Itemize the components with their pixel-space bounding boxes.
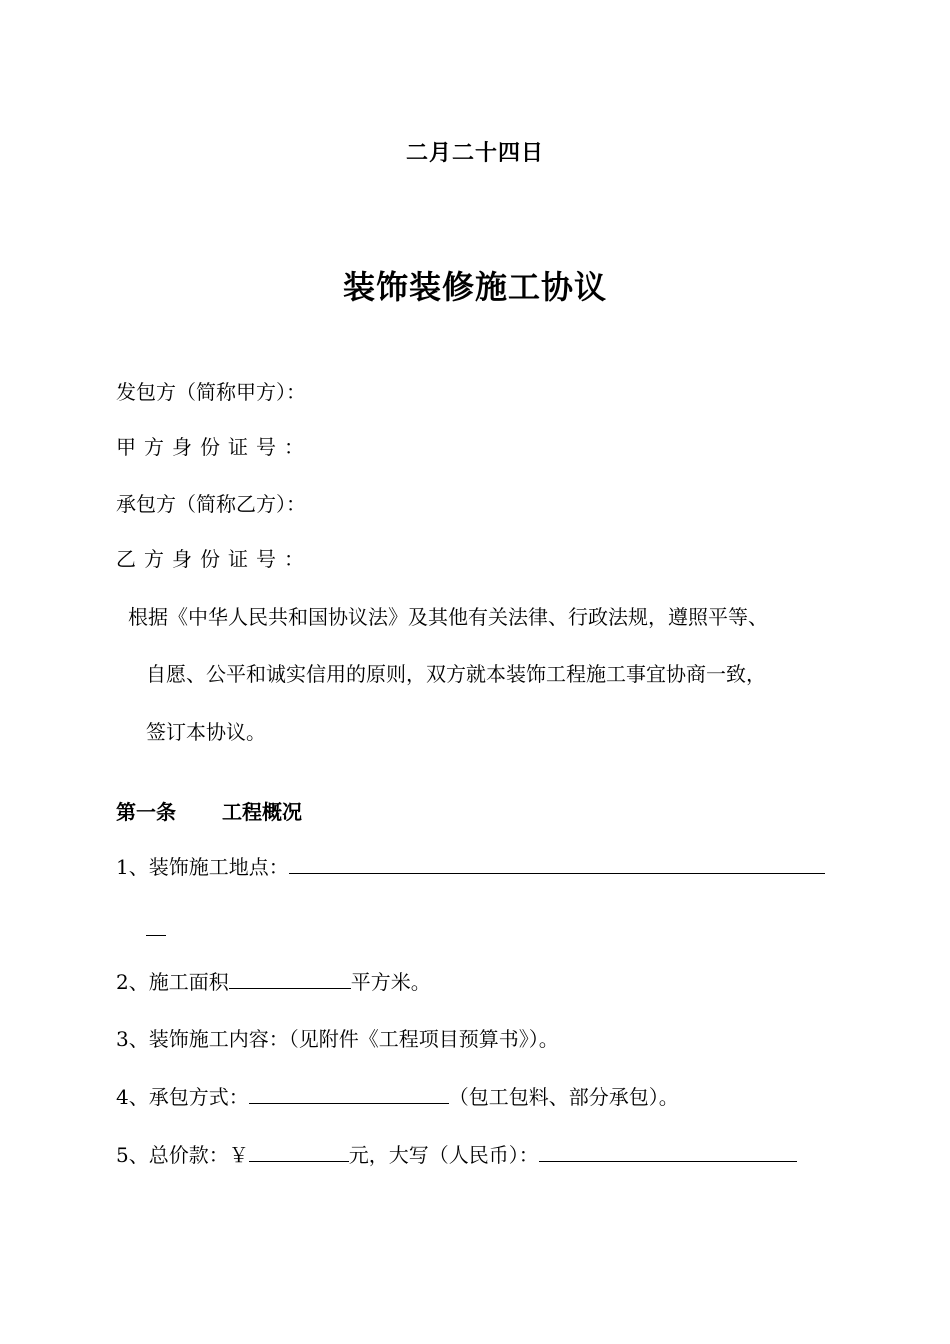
document-date: 二月二十四日 <box>405 141 544 166</box>
item-3-content: 3、装饰施工内容：（见附件《工程项目预算书》）。 <box>116 1027 559 1051</box>
party-b-line: 承包方（简称乙方）： <box>116 492 306 516</box>
item-1-address <box>116 855 825 879</box>
preamble-line-3: 签订本协议。 <box>146 720 266 744</box>
item-5-mid: 元，大写（人民币）： <box>348 1143 539 1167</box>
item-4-contract-type <box>116 1085 679 1109</box>
price-number-blank <box>249 1143 349 1162</box>
party-a-id-line: 甲方身份证号： <box>116 435 312 459</box>
item-2-label: 2、施工面积 <box>116 970 229 994</box>
item-4-suffix: （包工包料、部分承包）。 <box>448 1085 679 1109</box>
address-blank-continuation <box>146 917 166 941</box>
party-a-line: 发包方（简称甲方）： <box>116 380 306 404</box>
item-4-label: 4、承包方式： <box>116 1085 249 1109</box>
article-number: 第一条 <box>116 800 176 824</box>
article-title: 工程概况 <box>222 800 302 824</box>
item-5-total-price <box>116 1143 797 1167</box>
preamble-line-2: 自愿、公平和诚实信用的原则，双方就本装饰工程施工事宜协商一致， <box>146 662 766 686</box>
area-blank <box>229 970 351 989</box>
contract-type-blank <box>249 1085 449 1104</box>
preamble-line-1: 根据《中华人民共和国协议法》及其他有关法律、行政法规，遵照平等、 <box>128 605 768 629</box>
party-b-id-line: 乙方身份证号： <box>116 547 312 571</box>
price-words-blank <box>539 1143 797 1162</box>
document-title: 装饰装修施工协议 <box>342 268 607 306</box>
address-blank-tail <box>146 917 166 936</box>
item-2-area <box>116 970 431 994</box>
item-1-label: 1、装饰施工地点： <box>116 855 289 879</box>
address-blank <box>289 855 825 874</box>
item-2-suffix: 平方米。 <box>350 970 431 994</box>
article-1-heading <box>116 800 302 824</box>
item-5-label: 5、总价款：￥ <box>116 1143 249 1167</box>
